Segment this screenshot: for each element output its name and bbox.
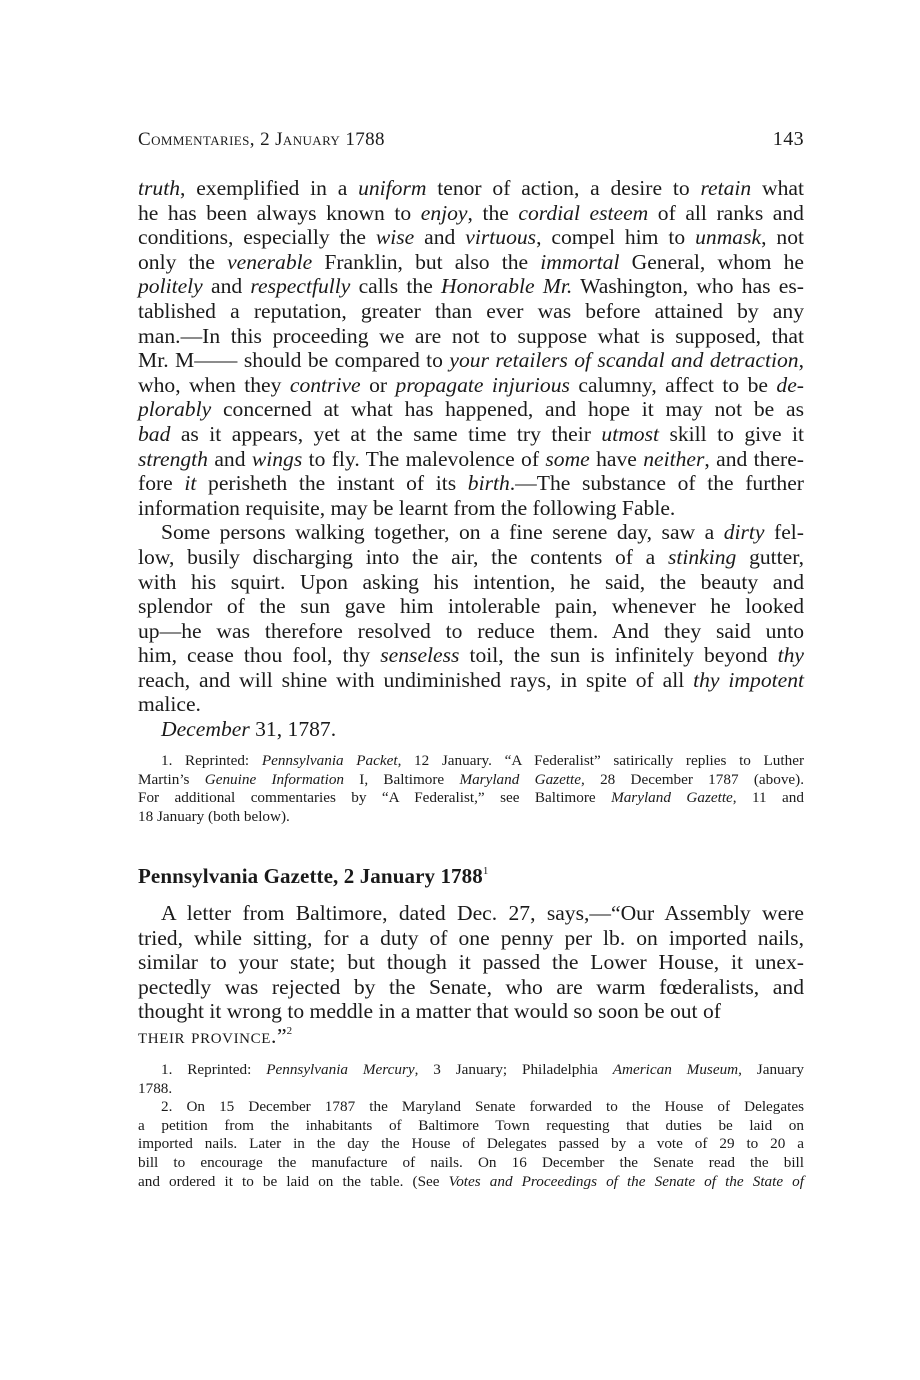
text-run: what <box>751 176 804 200</box>
text-run: 2. On 15 December 1787 the Maryland Senate forwarded to the House of Delegates <box>161 1098 804 1116</box>
italic-run: neither <box>643 446 705 471</box>
text-run: , <box>798 348 804 373</box>
text-run: For additional commentaries by “A Federalist,” see Baltimore <box>138 789 612 807</box>
text-line <box>138 545 804 570</box>
text-line <box>138 397 804 422</box>
text-run: and <box>207 446 252 471</box>
italic-run: immortal <box>540 249 620 274</box>
italic-run: it <box>184 471 197 496</box>
text-line <box>138 348 804 373</box>
text-run: 1788. <box>138 1079 173 1097</box>
gazette-paragraph <box>138 901 804 1024</box>
text-run: .—The substance of the further <box>509 471 804 496</box>
italic-run: Honorable Mr. <box>441 274 573 299</box>
italic-run: venerable <box>227 249 313 274</box>
italic-run: December <box>161 717 250 742</box>
page-header <box>138 128 804 151</box>
text-run: , 12 January. “A Federalist” satirically replies to Luther <box>397 752 805 769</box>
italic-run: your retailers of scandal and detraction <box>449 348 799 373</box>
text-run: tenor of action, a desire to <box>426 176 701 200</box>
text-run: calls the <box>350 274 442 299</box>
italic-run: virtuous <box>465 225 537 250</box>
text-run: and <box>202 274 251 299</box>
italic-run: bad <box>138 421 171 446</box>
text-run: who, when they <box>138 372 290 397</box>
italic-run: plorably <box>138 397 212 422</box>
italic-run: Maryland Gazette <box>611 789 733 807</box>
footnote-1 <box>138 752 804 826</box>
text-line <box>138 1173 804 1192</box>
italic-run: stinking <box>667 544 737 569</box>
text-line <box>138 250 804 275</box>
text-line <box>138 1061 804 1080</box>
italic-run: birth <box>467 471 510 496</box>
text-line <box>138 176 804 201</box>
text-run: fel- <box>764 520 804 545</box>
italic-run: thy impotent <box>693 667 804 692</box>
text-run: 1. Reprinted: <box>161 1061 267 1078</box>
text-line <box>138 496 804 521</box>
text-run: , 11 and <box>732 789 804 807</box>
text-run: pectedly was rejected by the Senate, who are warm fœderalists, and <box>138 974 804 999</box>
text-run: a petition from the inhabitants of Baltimore Town requesting that duties be laid on <box>138 1116 804 1134</box>
italic-run: respectfully <box>250 274 351 299</box>
italic-run: dirty <box>723 520 765 545</box>
footnotes-gazette <box>138 1061 804 1191</box>
italic-run: unmask <box>695 225 762 250</box>
text-line <box>138 752 804 771</box>
page-number: 143 <box>772 128 804 150</box>
text-line <box>138 520 804 545</box>
commentary-paragraph <box>138 176 804 520</box>
text-run: have <box>589 446 644 471</box>
text-run: 1. Reprinted: <box>161 752 262 769</box>
text-run: , compel him to <box>536 225 696 250</box>
their-province: their province. <box>138 1023 277 1048</box>
italic-run: wise <box>375 225 415 250</box>
text-run: thought it wrong to meddle in a matter that would so soon be out of <box>138 999 721 1024</box>
text-run: imported nails. Later in the day the House of Delegates passed by a vote of 29 to 20 a <box>138 1135 804 1153</box>
text-run: he has been always known to <box>138 200 421 225</box>
fable-paragraph <box>138 520 804 717</box>
text-run: Mr. M—— should be compared to <box>138 348 450 373</box>
text-line <box>138 668 804 693</box>
text-line <box>138 570 804 595</box>
text-line <box>138 808 804 827</box>
text-line <box>138 692 804 717</box>
italic-run: Votes and Proceedings of the Senate of the State of <box>448 1172 804 1190</box>
text-run: similar to your state; but though it passed the Lower House, it unex- <box>138 950 804 975</box>
text-run: fore <box>138 471 185 496</box>
italic-run: strength <box>138 446 208 471</box>
text-line <box>138 901 804 926</box>
text-line <box>138 201 804 226</box>
text-run: gutter, <box>736 544 804 569</box>
text-line <box>138 1098 804 1117</box>
gazette-body <box>138 901 804 1049</box>
italic-run: senseless <box>380 643 460 668</box>
text-line <box>138 225 804 250</box>
text-line <box>138 926 804 951</box>
text-run: conditions, especially the <box>138 225 376 250</box>
text-line <box>138 789 804 808</box>
text-run: and <box>414 225 466 250</box>
closing-quote: ” <box>276 1023 287 1048</box>
text-run: as it appears, yet at the same time try their <box>170 421 602 446</box>
italic-run: de- <box>776 372 804 397</box>
text-run: and ordered it to be laid on the table. (See <box>138 1172 449 1190</box>
text-run: splendor of the sun gave him intolerable pain, whenever he looked <box>138 594 804 619</box>
footnote-gazette-2 <box>138 1098 804 1191</box>
text-line <box>138 1135 804 1154</box>
text-run: malice. <box>138 692 201 717</box>
text-run: concerned at what has happened, and hope it may not be as <box>211 397 804 422</box>
text-run: , 3 January; Philadelphia <box>414 1061 613 1078</box>
text-run: bill to encourage the manufacture of nails. On 16 December the Senate read the bill <box>138 1153 804 1171</box>
italic-run: uniform <box>358 176 427 200</box>
text-run: reach, and will shine with undiminished rays, in spite of all <box>138 667 694 692</box>
text-run: to fly. The malevolence of <box>302 446 546 471</box>
text-line <box>138 471 804 496</box>
italic-run: truth <box>138 176 180 200</box>
italic-run: American Museum <box>612 1061 739 1078</box>
italic-run: Pennsylvania Packet <box>261 752 398 769</box>
text-line <box>138 643 804 668</box>
text-line <box>138 422 804 447</box>
italic-run: wings <box>251 446 303 471</box>
text-run: I, Baltimore <box>344 770 460 788</box>
text-run: , 28 December 1787 (above). <box>581 770 805 788</box>
text-run: , not <box>761 225 805 250</box>
text-run: of all ranks and <box>648 200 804 225</box>
italic-run: Pennsylvania Mercury <box>266 1061 415 1078</box>
text-run: Franklin, but also the <box>312 249 541 274</box>
text-line <box>138 299 804 324</box>
note-ref-2: 2 <box>286 1024 293 1037</box>
text-line <box>138 324 804 349</box>
text-run: 18 January (both below). <box>138 807 290 825</box>
italic-run: some <box>545 446 590 471</box>
italic-run: enjoy <box>420 200 468 225</box>
italic-run: Genuine Information <box>204 770 345 788</box>
text-run: Washington, who has es- <box>572 274 804 299</box>
text-line <box>138 771 804 790</box>
text-line <box>138 619 804 644</box>
gazette-last-line <box>138 1024 804 1049</box>
dateline <box>138 717 804 742</box>
text-line <box>138 1080 804 1099</box>
text-line <box>138 1117 804 1136</box>
text-run: General, whom he <box>619 249 804 274</box>
italic-run: utmost <box>601 421 659 446</box>
running-head: Commentaries, 2 January 1788 <box>138 129 385 150</box>
text-run: Some persons walking together, on a fine serene day, saw a <box>161 520 724 545</box>
footnotes-commentary <box>138 752 804 826</box>
text-run: information requisite, may be learnt from the following Fable. <box>138 495 676 520</box>
text-run: with his squirt. Upon asking his intention, he said, the beauty and <box>138 569 804 594</box>
text-line <box>138 594 804 619</box>
italic-run: politely <box>138 274 203 299</box>
text-run: toil, the sun is infinitely beyond <box>459 643 778 668</box>
text-run: low, busily discharging into the air, the contents of a <box>138 544 668 569</box>
text-run: him, cease thou fool, thy <box>138 643 381 668</box>
text-run: skill to give it <box>659 421 804 446</box>
text-run: 31, 1787. <box>249 717 337 742</box>
text-run: only the <box>138 249 228 274</box>
text-run: calumny, affect to be <box>569 372 777 397</box>
commentary-body <box>138 176 804 742</box>
footnote-gazette-1 <box>138 1061 804 1098</box>
italic-run: cordial esteem <box>518 200 649 225</box>
text-run: , exemplified in a <box>180 176 359 200</box>
text-run: perisheth the instant of its <box>196 471 468 496</box>
italic-run: Maryland Gazette <box>459 770 581 788</box>
text-line <box>138 447 804 472</box>
text-run: tried, while sitting, for a duty of one penny per lb. on imported nails, <box>138 925 804 950</box>
text-line <box>138 1154 804 1173</box>
text-run: tablished a reputation, greater than ever was before attained by any <box>138 298 804 323</box>
text-line <box>138 975 804 1000</box>
section-heading-text: Pennsylvania Gazette, 2 January 1788 <box>138 864 483 888</box>
text-line <box>138 950 804 975</box>
text-run: or <box>360 372 396 397</box>
heading-note-ref: 1 <box>482 865 489 877</box>
text-line <box>138 274 804 299</box>
text-run: man.—In this proceeding we are not to suppose what is supposed, that <box>138 323 804 348</box>
text-run: , January <box>738 1061 805 1078</box>
text-run: A letter from Baltimore, dated Dec. 27, says,—“Our Assembly were <box>161 901 804 925</box>
italic-run: retain <box>700 176 752 200</box>
italic-run: contrive <box>289 372 361 397</box>
text-run: , the <box>467 200 519 225</box>
text-run: Martin’s <box>138 770 205 788</box>
text-line <box>138 999 804 1024</box>
text-run: up—he was therefore resolved to reduce them. And they said unto <box>138 618 804 643</box>
italic-run: thy <box>777 643 805 668</box>
section-heading <box>138 864 488 889</box>
text-line <box>138 373 804 398</box>
text-run: , and there- <box>704 446 804 471</box>
italic-run: propagate injurious <box>395 372 570 397</box>
